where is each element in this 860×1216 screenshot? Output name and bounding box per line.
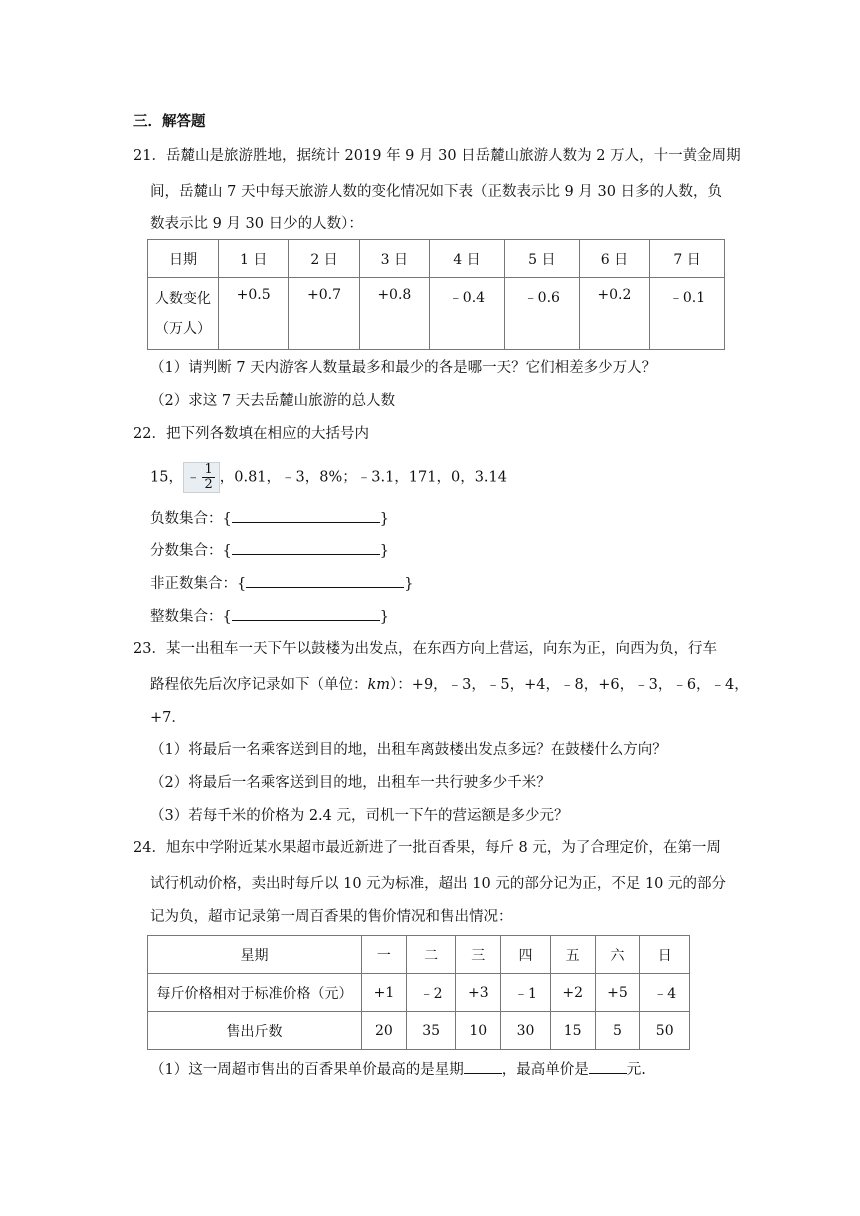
fraction (202, 463, 214, 492)
set-label: 负数集合：{ (150, 511, 232, 527)
set-label: 非正数集合：{ (150, 576, 247, 592)
q24-sub1-c: 元. (626, 1062, 646, 1078)
q22-line1: 22．把下列各数填在相应的大括号内 (133, 426, 369, 442)
q21-value: ﹣0.6 (504, 278, 579, 350)
q23-line1: 23．某一出租车一天下午以鼓楼为出发点，在东西方向上营运，向东为正，向西为负，行车 (133, 641, 717, 657)
q23-line2-b: ）：+9，﹣3，﹣5，+4，﹣8，+6，﹣3，﹣6，﹣4， (390, 677, 749, 693)
q21-value: +0.2 (579, 278, 649, 350)
q21-day: 4 日 (429, 240, 504, 278)
q21-day: 3 日 (359, 240, 429, 278)
q24-row2-label: 售出斤数 (148, 1012, 362, 1050)
q23-sub3: （3）若每千米的价格为 2.4 元，司机一下午的营运额是多少元？ (150, 808, 569, 824)
q24-day: 一 (362, 936, 407, 974)
q22-set-nonpositive (150, 573, 413, 594)
q24-sold: 50 (640, 1012, 690, 1050)
q21-value: +0.5 (219, 278, 289, 350)
q22-set-integer (150, 606, 389, 627)
q24-day: 五 (550, 936, 595, 974)
q24-price: +5 (595, 974, 640, 1012)
q24-day: 三 (456, 936, 501, 974)
q24-table-price-row (148, 974, 690, 1012)
set-close: } (379, 543, 389, 559)
q24-sold: 5 (595, 1012, 640, 1050)
q21-sub1: （1）请判断 7 天内游客人数量最多和最少的各是哪一天？它们相差多少万人？ (150, 360, 657, 376)
q24-table-sold-row (148, 1012, 690, 1050)
set-label: 整数集合：{ (150, 609, 232, 625)
q21-sub2: （2）求这 7 天去岳麓山旅游的总人数 (150, 393, 396, 409)
q24-line3: 记为负，超市记录第一周百香果的售价情况和售出情况： (150, 909, 513, 925)
q24-price: +3 (456, 974, 501, 1012)
answer-blank[interactable] (464, 1059, 502, 1074)
q21-day: 6 日 (579, 240, 649, 278)
q21-row-label-2: （万人） (155, 320, 211, 337)
answer-blank[interactable] (232, 606, 380, 621)
q21-table (147, 239, 725, 350)
q24-sold: 10 (456, 1012, 501, 1050)
answer-blank[interactable] (589, 1059, 627, 1074)
q24-day: 二 (406, 936, 456, 974)
q21-day: 7 日 (650, 240, 725, 278)
q24-line1: 24．旭东中学附近某水果超市最近新进了一批百香果，每斤 8 元，为了合理定价，在第一周 (133, 840, 721, 856)
q24-sold: 15 (550, 1012, 595, 1050)
q21-header-label: 日期 (148, 240, 219, 278)
q23-line2-a: 路程依先后次序记录如下（单位： (150, 677, 368, 693)
q24-sub1-b: ，最高单价是 (501, 1062, 589, 1078)
q24-day: 六 (595, 936, 640, 974)
section-title: 三．解答题 (133, 113, 206, 130)
q21-row-label-1: 人数变化 (155, 290, 211, 307)
q24-price: ﹣4 (640, 974, 690, 1012)
q21-day: 1 日 (219, 240, 289, 278)
set-close: } (379, 609, 389, 625)
q24-sold: 20 (362, 1012, 407, 1050)
q21-line2: 间，岳麓山 7 天中每天旅游人数的变化情况如下表（正数表示比 9 月 30 日多的人数，负 (150, 184, 723, 200)
q22-set-negative (150, 508, 389, 529)
q24-header-label: 星期 (148, 936, 362, 974)
fraction-numerator: 1 (204, 462, 213, 477)
q24-sub1-a: （1）这一周超市售出的百香果单价最高的是星期 (150, 1062, 464, 1078)
q21-value: +0.8 (359, 278, 429, 350)
set-close: } (379, 511, 389, 527)
q21-value: ﹣0.4 (429, 278, 504, 350)
q24-price: ﹣1 (501, 974, 551, 1012)
q23-line3: +7． (150, 710, 186, 726)
q24-price: ﹣2 (406, 974, 456, 1012)
fraction-image (183, 462, 220, 493)
q24-sold: 35 (406, 1012, 456, 1050)
q22-set-fraction (150, 540, 389, 561)
q21-row-label (148, 278, 219, 350)
q24-sub1 (150, 1059, 646, 1080)
q22-numbers (150, 462, 507, 493)
q21-table-header-row (148, 240, 725, 278)
answer-blank[interactable] (232, 508, 380, 523)
answer-blank[interactable] (232, 540, 380, 555)
q21-value: +0.7 (289, 278, 359, 350)
q21-line3: 数表示比 9 月 30 日少的人数）： (150, 216, 363, 232)
q24-table (147, 935, 690, 1050)
q24-day: 四 (501, 936, 551, 974)
q22-numbers-before: 15， (150, 469, 183, 486)
q24-table-header-row (148, 936, 690, 974)
q22-numbers-after: ，0.81，﹣3，8%；﹣3.1，171，0，3.14 (219, 469, 507, 486)
set-label: 分数集合：{ (150, 543, 232, 559)
set-close: } (404, 576, 414, 592)
q21-line1: 21．岳麓山是旅游胜地，据统计 2019 年 9 月 30 日岳麓山旅游人数为 2 万人，十一黄金周期 (133, 148, 741, 164)
fraction-sign: ﹣ (185, 469, 201, 486)
answer-blank[interactable] (246, 573, 404, 588)
q21-value: ﹣0.1 (650, 278, 725, 350)
q23-sub2: （2）将最后一名乘客送到目的地，出租车一共行驶多少千米？ (150, 775, 551, 791)
q21-day: 5 日 (504, 240, 579, 278)
q23-sub1: （1）将最后一名乘客送到目的地，出租车离鼓楼出发点多远？在鼓楼什么方向？ (150, 742, 667, 758)
q24-row1-label: 每斤价格相对于标准价格（元） (148, 974, 362, 1012)
q23-line2 (150, 675, 749, 695)
q24-line2: 试行机动价格，卖出时每斤以 10 元为标准，超出 10 元的部分记为正，不足 10 元的部分 (150, 876, 727, 892)
q24-sold: 30 (501, 1012, 551, 1050)
q21-day: 2 日 (289, 240, 359, 278)
q24-price: +1 (362, 974, 407, 1012)
q23-unit: km (367, 677, 391, 693)
q21-table-value-row (148, 278, 725, 350)
fraction-denominator: 2 (204, 477, 213, 492)
q24-price: +2 (550, 974, 595, 1012)
q24-day: 日 (640, 936, 690, 974)
